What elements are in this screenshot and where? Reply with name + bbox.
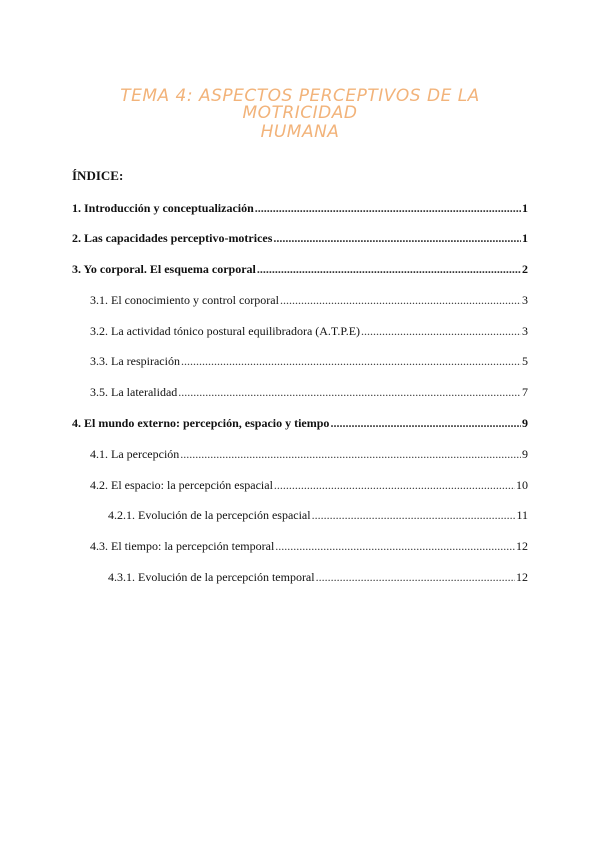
- toc-entry-text: 3.1. El conocimiento y control corporal: [90, 293, 279, 307]
- toc-entry-page: 9: [522, 416, 528, 430]
- index-heading: ÍNDICE:: [72, 168, 124, 183]
- toc-entry-text: 4.3.1. Evolución de la percepción temporal: [108, 570, 315, 584]
- toc-entry-page: 3: [522, 324, 528, 338]
- toc-entry-text: 3.5. La lateralidad: [90, 385, 178, 399]
- toc-entry-text: 2. Las capacidades perceptivo-motrices: [72, 231, 273, 245]
- toc-entry-page: 1: [522, 201, 528, 215]
- toc-entry[interactable]: [90, 446, 528, 462]
- toc-entry[interactable]: [90, 353, 528, 369]
- document-title-line-1: TEMA 4: ASPECTOS PERCEPTIVOS DE LA MOTRICIDAD: [120, 86, 480, 123]
- toc-entry[interactable]: [72, 200, 528, 216]
- toc-entry-page: 1: [522, 231, 528, 245]
- toc-entry[interactable]: [90, 384, 528, 400]
- toc-leader-dots: [257, 261, 521, 277]
- toc-entry[interactable]: [72, 415, 528, 431]
- toc-leader-dots: [255, 200, 521, 216]
- toc-leader-dots: [275, 538, 515, 554]
- toc-leader-dots: [181, 353, 521, 369]
- toc-entry-page: 12: [516, 570, 528, 584]
- toc-entry[interactable]: [72, 261, 528, 277]
- toc-entry[interactable]: [90, 323, 528, 339]
- toc-entry[interactable]: [90, 538, 528, 554]
- toc-leader-dots: [180, 446, 521, 462]
- toc-entry-text: 3.2. La actividad tónico postural equilibradora (A.T.P.E): [90, 324, 361, 338]
- document-title-line-2: HUMANA: [260, 122, 340, 142]
- toc-entry-text: 4.1. La percepción: [90, 447, 180, 461]
- toc-entry[interactable]: [108, 507, 528, 523]
- toc-entry-page: 3: [522, 293, 528, 307]
- toc-entry[interactable]: [72, 230, 528, 246]
- toc-leader-dots: [273, 230, 521, 246]
- toc-leader-dots: [312, 507, 516, 523]
- toc-entry-text: 3. Yo corporal. El esquema corporal: [72, 262, 256, 276]
- toc-entry-text: 4. El mundo externo: percepción, espacio y tiempo: [72, 416, 330, 430]
- toc-entry-page: 2: [522, 262, 528, 276]
- toc-leader-dots: [178, 384, 521, 400]
- toc-leader-dots: [330, 415, 521, 431]
- toc-entry-text: 4.2.1. Evolución de la percepción espacial: [108, 508, 311, 522]
- toc-entry[interactable]: [90, 292, 528, 308]
- toc-leader-dots: [280, 292, 521, 308]
- toc-entry[interactable]: [108, 569, 528, 585]
- toc-entry-text: 4.3. El tiempo: la percepción temporal: [90, 539, 275, 553]
- toc-entry-page: 7: [522, 385, 528, 399]
- toc-entry-page: 5: [522, 354, 528, 368]
- toc-entry-page: 10: [516, 478, 528, 492]
- toc-leader-dots: [274, 477, 515, 493]
- toc-entry-page: 9: [522, 447, 528, 461]
- toc-entry-text: 4.2. El espacio: la percepción espacial: [90, 478, 273, 492]
- toc-entry-text: 3.3. La respiración: [90, 354, 180, 368]
- toc-leader-dots: [361, 323, 521, 339]
- toc-entry[interactable]: [90, 477, 528, 493]
- toc-leader-dots: [316, 569, 515, 585]
- toc-entry-text: 1. Introducción y conceptualización: [72, 201, 254, 215]
- toc-entry-page: 11: [516, 508, 528, 522]
- toc-entry-page: 12: [516, 539, 528, 553]
